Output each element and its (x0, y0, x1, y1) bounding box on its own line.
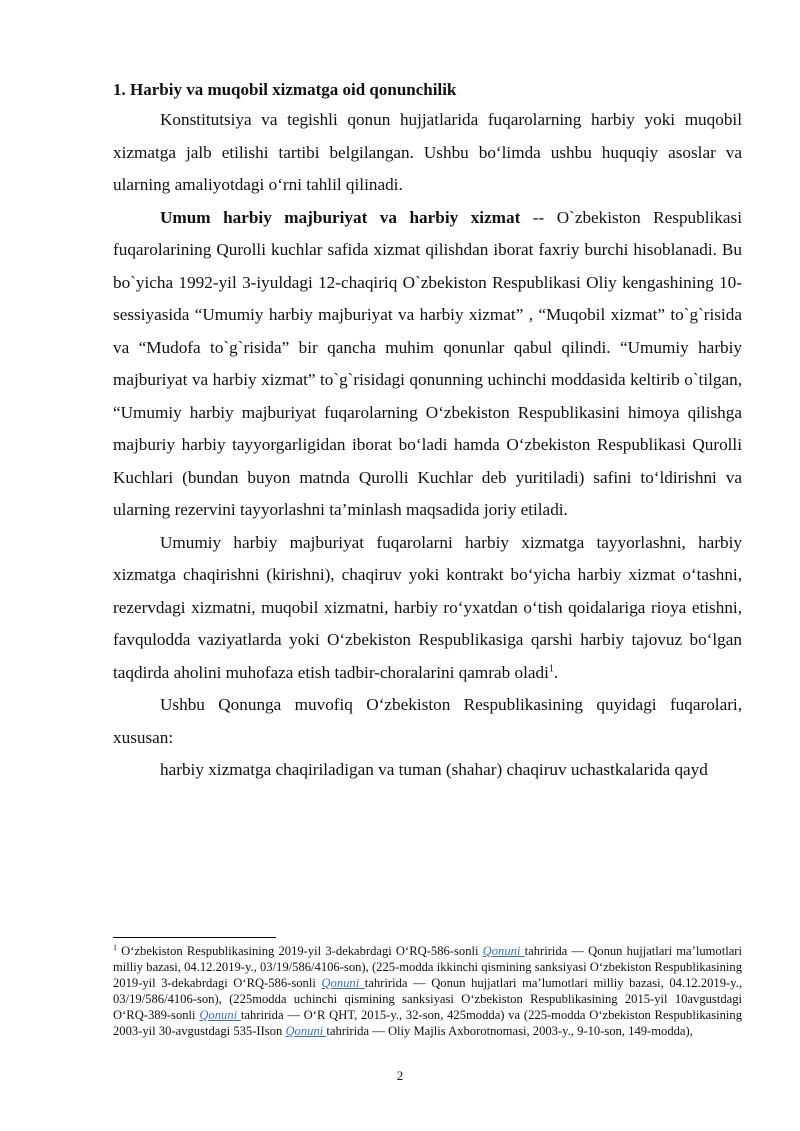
scope-end: . (553, 662, 559, 682)
footnote-text-2: tahririda — Qonun hujjatlari ma’lumotlari milliy bazasi, 04.12.2019-y., 03/19/586/4106-son), (225-modda ikkinchi qismining sanksiyasi O‘zbekiston Respublikasining 2019-yil 3-dekabrdagi O‘RQ-586-sonli (113, 944, 742, 990)
footnote-reference[interactable]: 1 (548, 662, 554, 674)
paragraph-definition (113, 202, 742, 527)
scope-text: Umumiy harbiy majburiyat fuqarolarni harbiy xizmatga tayyorlashni, harbiy xizmatga chaqirishni (kirishni), chaqiruv yoki kontrakt bo‘yicha harbiy xizmat o‘tashni, rezervdagi xizmatni, muqobil xizmatni, harbiy ro‘yxatdan o‘tish qoidalariga rioya etishni, favqulodda vaziyatlarda yoki O‘zbekiston Respublikasiga qarshi harbiy tajovuz bo‘lgan taqdirda aholini muhofaza etish tadbir-choralarini qamrab oladi (113, 532, 742, 682)
definition-term: Umum harbiy majburiyat va harbiy xizmat (160, 207, 521, 227)
section-heading: 1. Harbiy va muqobil xizmatga oid qonunchilik (113, 80, 457, 99)
footnote (113, 943, 742, 1039)
paragraph-list-item: harbiy xizmatga chaqiriladigan va tuman (shahar) chaqiruv uchastkalarida qayd (160, 760, 708, 779)
paragraph-scope (113, 527, 742, 690)
footnote-link-qonuni-2[interactable]: Qonuni (321, 976, 365, 990)
footnote-text-5: tahririda — Oliy Majlis Axborotnomasi, 2003-y., 9-10-son, 149-modda), (326, 1024, 693, 1038)
footnote-link-qonuni-3[interactable]: Qonuni (199, 1008, 241, 1022)
footnote-link-qonuni-4[interactable]: Qonuni (285, 1024, 327, 1038)
page-body (113, 76, 742, 787)
footnote-text-3: tahririda — Qonun hujjatlari ma’lumotlari milliy bazasi, 04.12.2019-y., 03/19/586/4106-son), (225modda uchinchi qismining sanksiyasi O‘zbekiston Respublikasining 2015-yil 10avgustdagi O‘RQ-389-sonli (113, 976, 742, 1022)
footnote-link-qonuni-1[interactable]: Qonuni (482, 944, 525, 958)
paragraph-intro: Konstitutsiya va tegishli qonun hujjatlarida fuqarolarning harbiy yoki muqobil xizmatga jalb etilishi tartibi belgilangan. Ushbu bo‘limda ushbu huquqiy asoslar va ularning amaliyotdagi o‘rni tahlil qilinadi. (113, 110, 742, 194)
footnote-separator (113, 937, 276, 938)
paragraph-citizens: Ushbu Qonunga muvofiq O‘zbekiston Respublikasining quyidagi fuqarolari, xususan: (113, 695, 742, 747)
page-number: 2 (396, 1068, 404, 1083)
footnote-text-1: O‘zbekiston Respublikasining 2019-yil 3-dekabrdagi O‘RQ-586-sonli (117, 944, 483, 958)
definition-text: -- O`zbekiston Respublikasi fuqarolarining Qurolli kuchlar safida xizmat qilishdan iborat faxriy burchi hisoblanadi. Bu bo`yicha 1992-yil 3-iyuldagi 12-chaqiriq O`zbekiston Respublikasi Oliy kengashining 10-sessiyasida “Umumiy harbiy majburiyat va harbiy xizmat” , “Muqobil xizmat” to`g`risida va “Mudofa to`g`risida” bir qancha muhim qonunlar qabul qilindi. “Umumiy harbiy majburiyat va harbiy xizmat” to`g`risidagi qonunning uchinchi moddasida keltirib o`tilgan, “Umumiy harbiy majburiyat fuqarolarning O‘zbekiston Respublikasini himoya qilishga majburiy harbiy tayyorgarligidan iborat bo‘ladi hamda O‘zbekiston Respublikasi Qurolli Kuchlari (bundan buyon matnda Qurolli Kuchlar deb yuritiladi) safini to‘ldirishni va ularning rezervini tayyorlashni ta’minlash maqsadida joriy etiladi. (113, 207, 742, 519)
footnote-text-4: tahririda — O‘R QHT, 2015-y., 32-son, 425modda) va (225-modda O‘zbekiston Respublikasining 2003-yil 30-avgustdagi 535-IIson (113, 1008, 743, 1038)
footnote-mark: 1 (113, 942, 117, 952)
